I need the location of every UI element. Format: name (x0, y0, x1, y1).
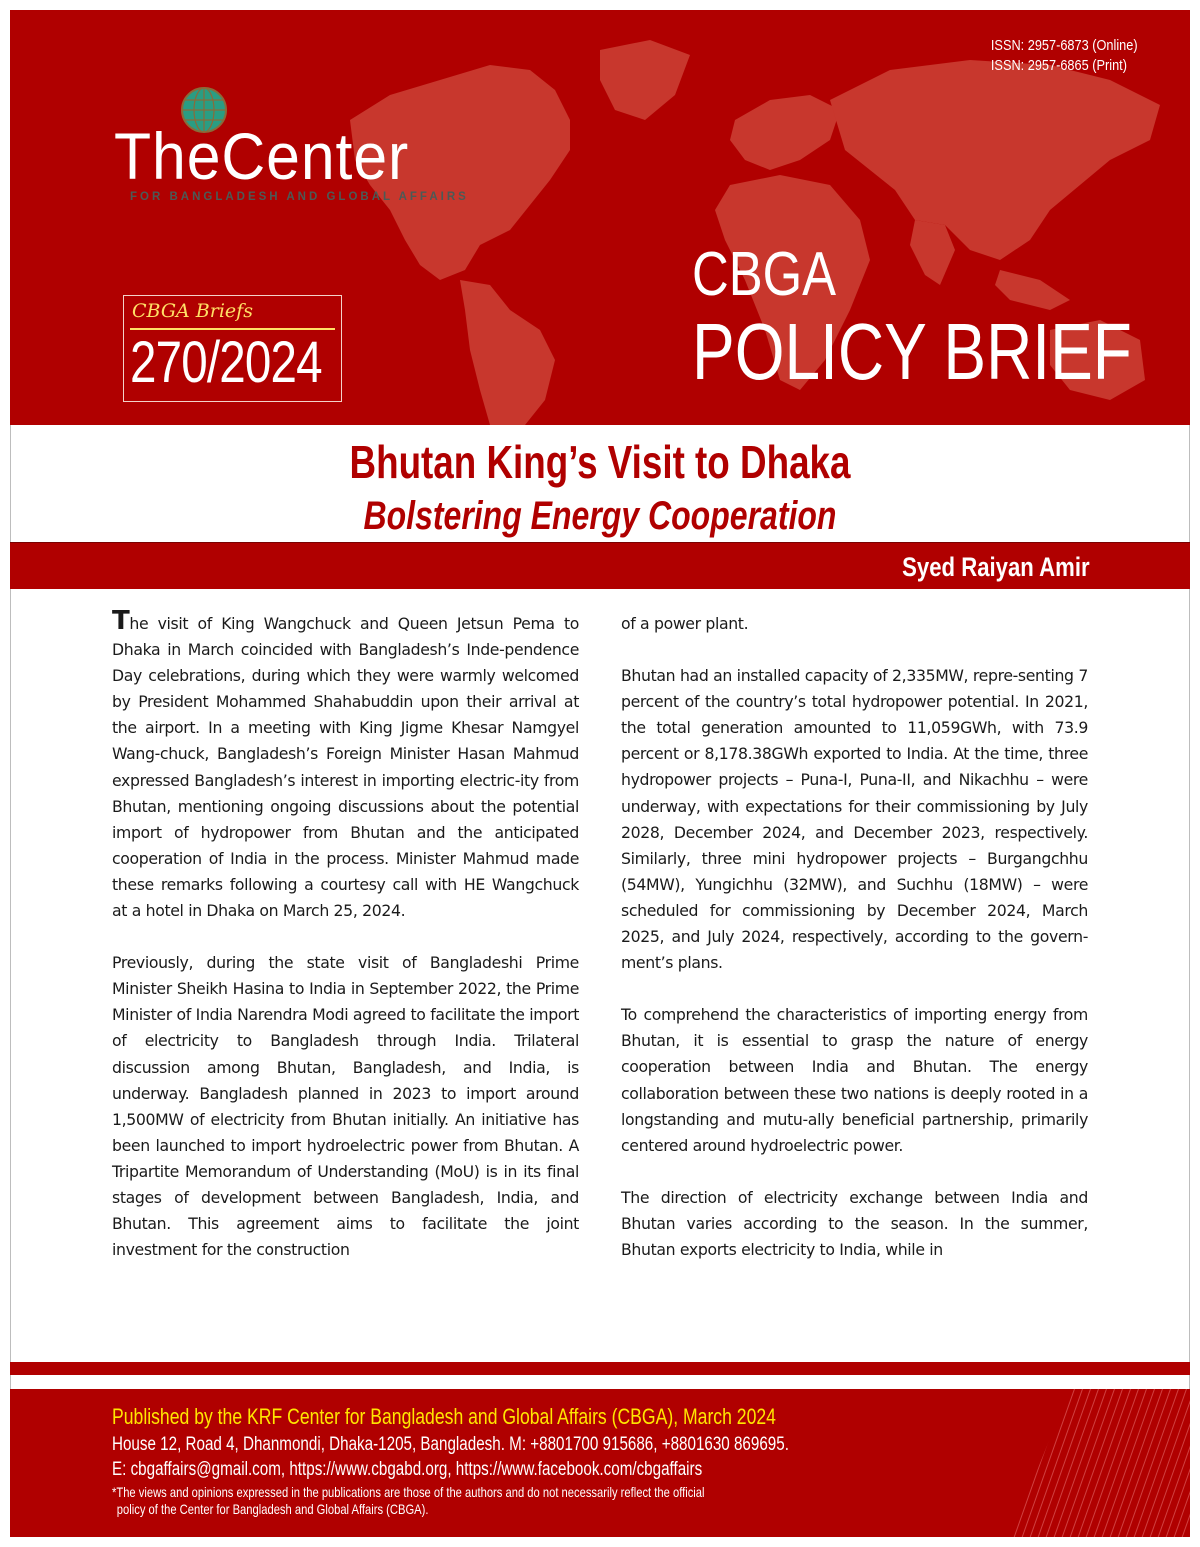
paragraph: The direction of electricity exchange between India and Bhutan varies according to the season. In the summer, Bhutan exports electricity to India, while in (621, 1187, 1088, 1259)
paragraph: Previously, during the state visit of Bangladeshi Prime Minister Sheikh Hasina to India in September 2022, the Prime Minister of India Narendra Modi agreed to facilitate the import of electricity to Bangladesh through India. Trilateral discussion among Bhutan, Bangladesh, and India, is underway. Bangladesh planned in 2023 to import around 1,500MW of electricity from Bhutan initially. An initiative has been launched to import hydroelectric power from Bhutan. A Tripartite Memorandum of Understanding (MoU) is in its final stages of development between Bangladesh, India, and Bhutan. This agreement aims to facilitate the joint investment for the construction (112, 953, 579, 1260)
logo-subtitle: FOR BANGLADESH AND GLOBAL AFFAIRS (130, 191, 469, 203)
disclaimer (112, 1484, 705, 1518)
issn-online: ISSN: 2957-6873 (Online) (991, 37, 1138, 54)
disclaimer-line-2: policy of the Center for Bangladesh and Global Affairs (CBGA). (116, 1501, 429, 1517)
body-column-left (112, 606, 579, 1289)
address-line: House 12, Road 4, Dhanmondi, Dhaka-1205, Bangladesh. M: +8801700 915686, +8801630 869695. (112, 1434, 789, 1455)
series-label: CBGA Briefs (132, 300, 253, 322)
header-banner (10, 10, 1190, 425)
body-column-right (621, 611, 1088, 1289)
publisher-line: Published by the KRF Center for Bangladesh and Global Affairs (CBGA), March 2024 (112, 1404, 776, 1429)
series-number: 270/2024 (130, 330, 322, 395)
paragraph: of a power plant. (621, 614, 749, 633)
series-badge (123, 295, 342, 402)
author-bar (10, 542, 1190, 589)
publication-name: CBGA (692, 240, 837, 309)
paragraph: The visit of King Wangchuck and Queen Jetsun Pema to Dhaka in March coincided with Bangladesh’s Inde-pendence Day celebrations, during which they were warmly welcomed by President Mohammed Shahabuddin upon their arrival at the airport. In a meeting with King Jigme Khesar Namgyel Wang-chuck, Bangladesh’s Foreign Minister Hasan Mahmud expressed Bangladesh’s interest in importing electric-ity from Bhutan, mentioning ongoing discussions about the potential import of hydropower from Bhutan and the anticipated cooperation of India in the process. Minister Mahmud made these remarks following a courtesy call with HE Wangchuck at a hotel in Dhaka on March 25, 2024. (112, 606, 579, 921)
footer-divider (10, 1362, 1190, 1375)
article-subtitle: Bolstering Energy Cooperation (363, 494, 837, 538)
drop-cap: T (112, 606, 130, 636)
paragraph: To comprehend the characteristics of importing energy from Bhutan, it is essential to grasp the nature of energy cooperation between India and Bhutan. The energy collaboration between these two nations is deeply rooted in a longstanding and mutu-ally beneficial partnership, primarily centered around hydroelectric power. (621, 1005, 1088, 1155)
contact-line: E: cbgaffairs@gmail.com, https://www.cbgabd.org, https://www.facebook.com/cbgaffairs (112, 1459, 703, 1480)
paragraph: Bhutan had an installed capacity of 2,335MW, repre-senting 7 percent of the country’s total hydropower potential. In 2021, the total generation amounted to 11,059GWh, with 73.9 percent or 8,178.38GWh exported to India. At the time, three hydropower projects – Puna-I, Puna-II, and Nikachhu – were underway, with expectations for their commissioning by July 2028, December 2024, and December 2023, respectively. Similarly, three mini hydropower projects – Burgangchhu (54MW), Yungichhu (32MW), and Suchhu (18MW) – were scheduled for commissioning by December 2024, March 2025, and July 2024, respectively, according to the govern-ment’s plans. (621, 666, 1088, 973)
issn-info (991, 36, 1138, 76)
author-name: Syed Raiyan Amir (902, 552, 1090, 582)
article-title: Bhutan King’s Visit to Dhaka (349, 436, 851, 488)
hatch-pattern-icon (1010, 1389, 1190, 1537)
issn-print: ISSN: 2957-6865 (Print) (991, 57, 1128, 74)
title-block (10, 426, 1190, 542)
disclaimer-line-1: *The views and opinions expressed in the publications are those of the authors and do not necessarily reflect the official (112, 1484, 705, 1500)
publication-type: POLICY BRIEF (692, 307, 1132, 396)
footer (10, 1389, 1190, 1537)
logo-text: TheCenter (114, 119, 410, 193)
